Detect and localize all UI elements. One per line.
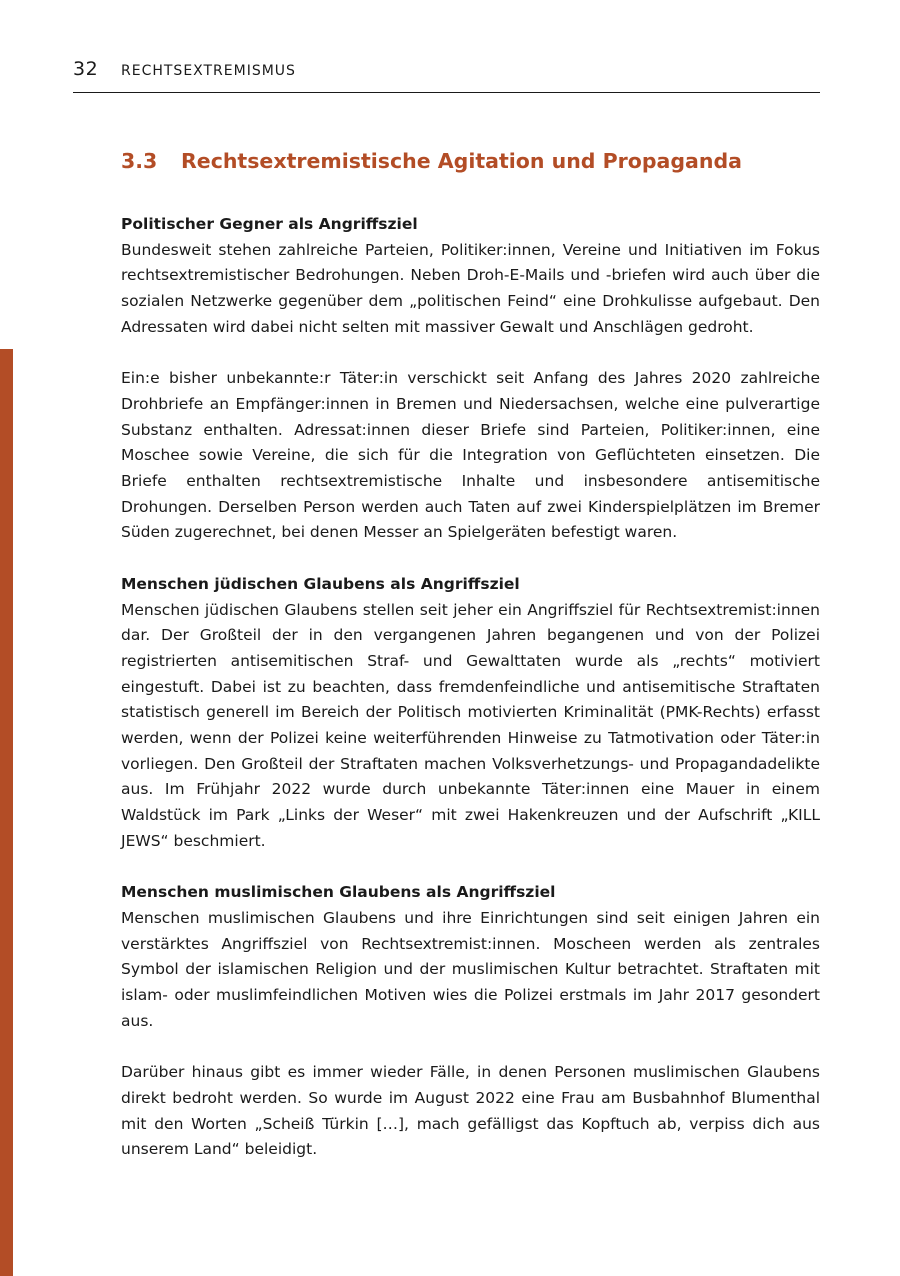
paragraph: Menschen jüdischen Glaubens stellen seit jeher ein Angriffsziel für Rechtsextremist:innen dar. Der Großteil der in den vergangenen Jahren begangenen und von der Polizei registrierten antisemitischen Straf- und Gewalttaten wurde als „rechts“ motiviert eingestuft. Dabei ist zu beachten, dass fremdenfeindliche und antisemitische Straftaten statistisch generell im Bereich der Politisch motivierten Kriminalität (PMK-Rechts) erfasst werden, wenn der Polizei keine weiterführenden Hinweise zu Tatmotivation oder Täter:in vorliegen. Den Großteil der Straftaten machen Volksverhetzungs- und Propagandadelikte aus. Im Frühjahr 2022 wurde durch unbekannte Täter:innen eine Mauer in einem Waldstück im Park „Links der Weser“ mit zwei Hakenkreuzen und der Aufschrift „KILL JEWS“ beschmiert.	[121, 600, 820, 850]
subheading-muslimischer-glaube: Menschen muslimischen Glaubens als Angriffsziel	[121, 883, 556, 902]
paragraph: Ein:e bisher unbekannte:r Täter:in verschickt seit Anfang des Jahres 2020 zahlreiche Drohbriefe an Empfänger:innen in Bremen und Niedersachsen, welche eine pulverartige Substanz enthalten. Adressat:innen dieser Briefe sind Parteien, Politiker:innen, eine Moschee sowie Vereine, die sich für die Integration von Geflüchteten einsetzen. Die Briefe enthalten rechtsextremistische Inhalte und insbesondere antisemitische Drohungen. Derselben Person werden auch Taten auf zwei Kinderspielplätzen im Bremer Süden zugerechnet, bei denen Messer an Spielgeräten befestigt waren.	[121, 369, 820, 542]
paragraph: Menschen muslimischen Glaubens und ihre Einrichtungen sind seit einigen Jahren ein verstärktes Angriffsziel von Rechtsextremist:innen. Moscheen werden als zentrales Symbol der islamischen Religion und der muslimischen Kultur betrachtet. Straftaten mit islam- oder muslimfeindlichen Motiven wies die Polizei erstmals im Jahr 2017 gesondert aus.	[121, 908, 820, 1030]
subheading-politischer-gegner: Politischer Gegner als Angriffsziel	[121, 215, 418, 233]
page-number: 32	[73, 58, 99, 80]
running-header	[73, 58, 820, 93]
paragraph: Bundesweit stehen zahlreiche Parteien, Politiker:innen, Vereine und Initiativen im Fokus rechtsextremistischer Bedrohungen. Neben Droh-E-Mails und -briefen wird auch über die sozialen Netzwerke gegenüber dem „politischen Feind“ eine Drohkulisse aufgebaut. Den Adressaten wird dabei nicht selten mit massiver Gewalt und Anschlägen gedroht.	[121, 240, 820, 336]
subheading-juedischer-glaube: Menschen jüdischen Glaubens als Angriffsziel	[121, 574, 520, 593]
section-title: Rechtsextremistische Agitation und Propaganda	[181, 149, 742, 173]
section-heading	[121, 146, 820, 176]
section-number: 3.3	[121, 149, 158, 173]
running-title: RECHTSEXTREMISMUS	[121, 63, 296, 79]
page-body	[121, 146, 820, 1163]
paragraph: Darüber hinaus gibt es immer wieder Fälle, in denen Personen muslimischen Glaubens direkt bedroht werden. So wurde im August 2022 eine Frau am Busbahnhof Blumenthal mit den Worten „Scheiß Türkin […], mach gefälligst das Kopftuch ab, verpiss dich aus unserem Land“ beleidigt.	[121, 1063, 820, 1159]
side-accent-bar	[0, 349, 13, 1276]
